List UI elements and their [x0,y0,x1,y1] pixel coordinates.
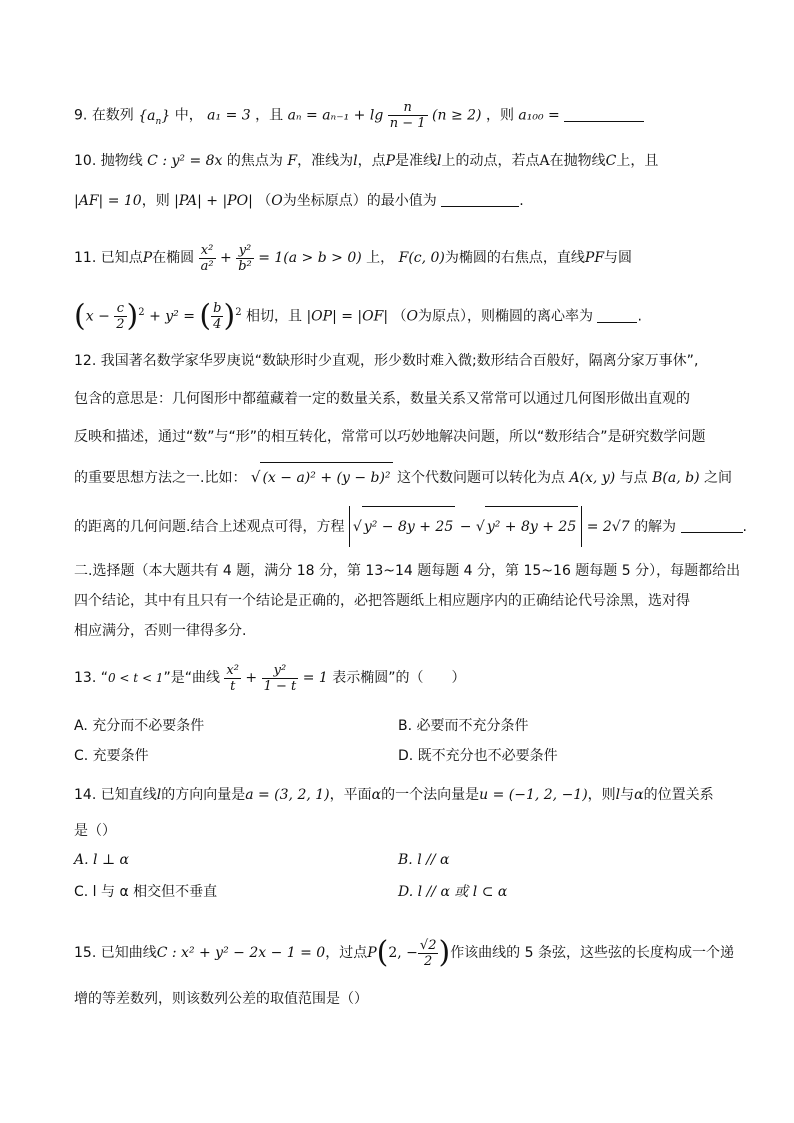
option-c[interactable]: C. l 与 α 相交但不垂直 [74,884,218,900]
math-symbol: O [271,193,283,209]
question-text: 与圆 [604,250,633,266]
question-12-line-5 [74,506,747,546]
math-expression: a₁₀₀ = [518,107,560,124]
question-text: 已知点 [100,250,143,266]
question-text: 这个代数问题可以转化为点 [397,470,565,486]
question-text: 在抛物线 [549,153,606,169]
question-text: 在数列 [91,107,134,124]
question-text: 与 [620,787,635,803]
question-text: 相切，且 [246,308,303,325]
math-symbol: C [605,153,617,169]
math-expression: 2, − [388,945,418,961]
question-text: 反映和描述，通过“数”与“形”的相互转化，常常可以巧妙地解决问题，所以“数形结合”是研究数学问题 [74,429,706,445]
question-15-line-2 [74,988,724,1010]
question-text: ，则 [485,107,514,124]
question-text: ，平面 [329,787,372,803]
math-symbol: α [371,787,382,803]
sequence-symbol: $\{a_n\}$ [138,107,171,127]
question-text: 之间 [703,470,732,486]
math-expression: |OP| = |OF| [306,308,389,325]
section-text: 四个结论，其中有且只有一个结论是正确的，必把答题纸上相应题序内的正确结论代号涂黑，选对得 [74,593,690,609]
math-expression: |PA| + |PO| [174,193,253,209]
answer-blank[interactable] [597,308,637,323]
fraction: $\frac{\text{y²}}{1 - t}$ [263,662,297,694]
question-text: 包含的意思是：几何图形中都蕴藏着一定的数量关系，数量关系又常常可以通过几何图形做出直观的 [74,391,690,407]
question-text: 的距离的几何问题.结合上述观点可得，方程 [74,519,345,535]
question-text: ，过点 [325,945,368,961]
question-text: （ [257,193,272,209]
option-c[interactable]: C. 充要条件 [74,748,149,764]
question-number: 10. [74,153,97,169]
math-symbol: l [156,787,162,803]
math-expression: F(c, 0) [398,250,445,266]
answer-blank[interactable] [441,192,519,207]
question-12-line-3 [74,426,724,448]
math-symbol: P [142,250,153,266]
question-text: 的重要思想方法之一.比如： [74,470,247,486]
math-expression: C : y² = 8x [147,153,223,169]
question-text: 已知曲线 [100,945,157,961]
question-11-line-2: (x − $\frac{c}{2}$ )$^2$ + y² = ( $\frac{b}{4}$ )$^2$ 相切，且 |OP| = |OF| （O为原点），则椭圆的离心率为 . [74,298,642,334]
question-10-line-2 [74,190,724,212]
section-2-heading-line-1 [74,560,741,582]
question-text: 上，且 [616,153,659,169]
question-text: 是准线 [395,153,437,169]
section-2-heading-line-3 [74,620,724,642]
fraction: $\frac{\text{x²}}{\text{a²}}$ [200,242,214,274]
answer-blank[interactable] [564,107,644,122]
math-operator: + [220,250,232,266]
question-text: 的方向向量是 [161,787,246,803]
math-expression: B(a, b) [652,470,700,486]
math-symbol: A [539,153,550,169]
question-number: 13. [74,670,97,686]
math-symbol: P [385,153,395,169]
question-text: 的一个法向量是 [381,787,480,803]
math-symbol: F [287,153,298,169]
math-expression: = 1 [302,670,328,686]
math-expression: = 2√7 [586,519,630,535]
math-expression: A(x, y) [569,470,616,486]
option-d[interactable]: D. l // α 或 l ⊂ α [398,884,508,900]
question-text: 为椭圆的右焦点，直线 [444,250,585,266]
question-text: . [519,193,524,209]
question-text: ，则 [141,193,170,209]
question-text: ，则 [587,787,616,803]
question-text: ，点 [357,153,386,169]
question-12-line-4: 的重要思想方法之一.比如： √ (x − a)² + (y − b)² 这个代数问题可以转化为点 A(x, y) 与点 B(a, b) 之间 [74,462,724,493]
question-text: ，准线为 [297,153,354,169]
fraction: $\frac{c}{2}$ [116,301,125,333]
math-symbol: O [406,308,418,325]
question-number: 15. [74,945,97,961]
math-expression: aₙ = aₙ₋₁ + lg [287,107,384,124]
question-11 [74,236,724,280]
math-symbol: l [353,153,358,169]
left-paren: ( [74,298,86,334]
math-expression: |AF| = 10 [74,193,142,209]
question-text: 抛物线 [100,153,143,169]
sqrt-expression: (x − a)² + (y − b)² [260,462,392,493]
option-a[interactable]: A. 充分而不必要条件 [74,718,205,734]
question-text: 上的动点，若点 [441,153,540,169]
question-number: 9. [74,107,88,124]
section-text: 相应满分，否则一律得多分. [74,623,247,639]
math-expression: u = (−1, 2, −1) [479,787,588,803]
question-number: 11. [74,250,97,266]
math-expression: + y² = [149,308,195,325]
question-text: 为坐标原点）的最小值为 [282,193,437,209]
question-text: 的解为 [634,519,677,535]
question-text: 的位置关系 [643,787,714,803]
question-10 [74,150,724,172]
absolute-value-expression: √ y² − 8y + 25 − √ y² + 8y + 25 [349,506,582,547]
question-number: 14. [74,787,97,803]
fraction: $\frac{√2}{2}$ [419,937,437,969]
question-text: 的焦点为 [226,153,283,169]
fraction: $\frac{b}{4}$ [213,301,222,333]
math-symbol: PF [584,250,605,266]
question-text: . [742,519,747,535]
question-14 [74,784,724,806]
question-13: 13. “0 < t < 1”是“曲线 $\frac{\text{x²}}{t}$ + $\frac{\text{y²}}{1 - t}$ = 1 表示椭圆”的（ ） [74,662,466,694]
question-text: 在椭圆 [152,250,195,266]
question-text: （ [392,308,407,325]
fraction: $\frac{\text{y²}}{\text{b²}}$ [238,242,252,274]
question-text: 表示椭圆”的（ ） [332,670,466,686]
math-expression: (n ≥ 2) [432,107,482,124]
answer-blank[interactable] [681,518,743,533]
math-expression: 0 < t < 1 [107,671,164,685]
math-expression: = 1(a > b > 0) [258,250,362,266]
question-text: 中， [174,107,203,124]
math-symbol: P [367,945,377,961]
question-12-line-2 [74,388,724,410]
math-expression: a = (3, 2, 1) [245,787,330,803]
option-b[interactable]: B. 必要而不充分条件 [398,718,529,734]
question-text: “ [100,670,108,686]
question-text: 是（） [74,823,116,839]
question-14-line-2 [74,820,724,842]
option-d[interactable]: D. 既不充分也不必要条件 [398,748,558,764]
math-symbol: l [437,153,442,169]
right-paren: ) [126,298,139,334]
math-symbol: α [634,787,644,803]
question-9 [74,100,724,132]
math-expression: a₁ = 3 [207,107,251,124]
question-15: 15. 已知曲线C : x² + y² − 2x − 1 = 0，过点P(2, − $\frac{√2}{2}$ )作该曲线的 5 条弦，这些弦的长度构成一个递 [74,935,734,970]
question-number: 12. [74,353,97,369]
question-text: ”是“曲线 [163,670,220,686]
math-expression: C : x² + y² − 2x − 1 = 0 [156,945,326,961]
question-text: 我国著名数学家华罗庚说“数缺形时少直观，形少数时难入微;数形结合百般好，隔离分家万事休”, [100,353,699,369]
question-text: 作该曲线的 5 条弦，这些弦的长度构成一个递 [450,945,734,961]
fraction: $\frac{n}{n - 1}$ [389,100,426,131]
option-b[interactable]: B. l // α [398,852,450,868]
fraction: $\frac{\text{x²}}{t}$ [226,662,239,694]
question-12-line-1 [74,350,724,372]
question-text: 已知直线 [100,787,157,803]
question-text: 为原点），则椭圆的离心率为 [418,308,593,325]
question-text: . [637,308,642,325]
section-2-heading-line-2 [74,590,724,612]
question-text: 与点 [619,470,648,486]
question-text: ，且 [255,107,284,124]
question-text: 增的等差数列，则该数列公差的取值范围是（） [74,991,368,1007]
question-text: 上， [366,250,395,266]
option-a[interactable]: A. l ⊥ α [74,852,130,868]
math-symbol: l [615,787,621,803]
section-text: 二.选择题（本大题共有 4 题，满分 18 分，第 13~14 题每题 4 分，第 15~16 题每题 5 分），每题都给出 [74,563,741,579]
